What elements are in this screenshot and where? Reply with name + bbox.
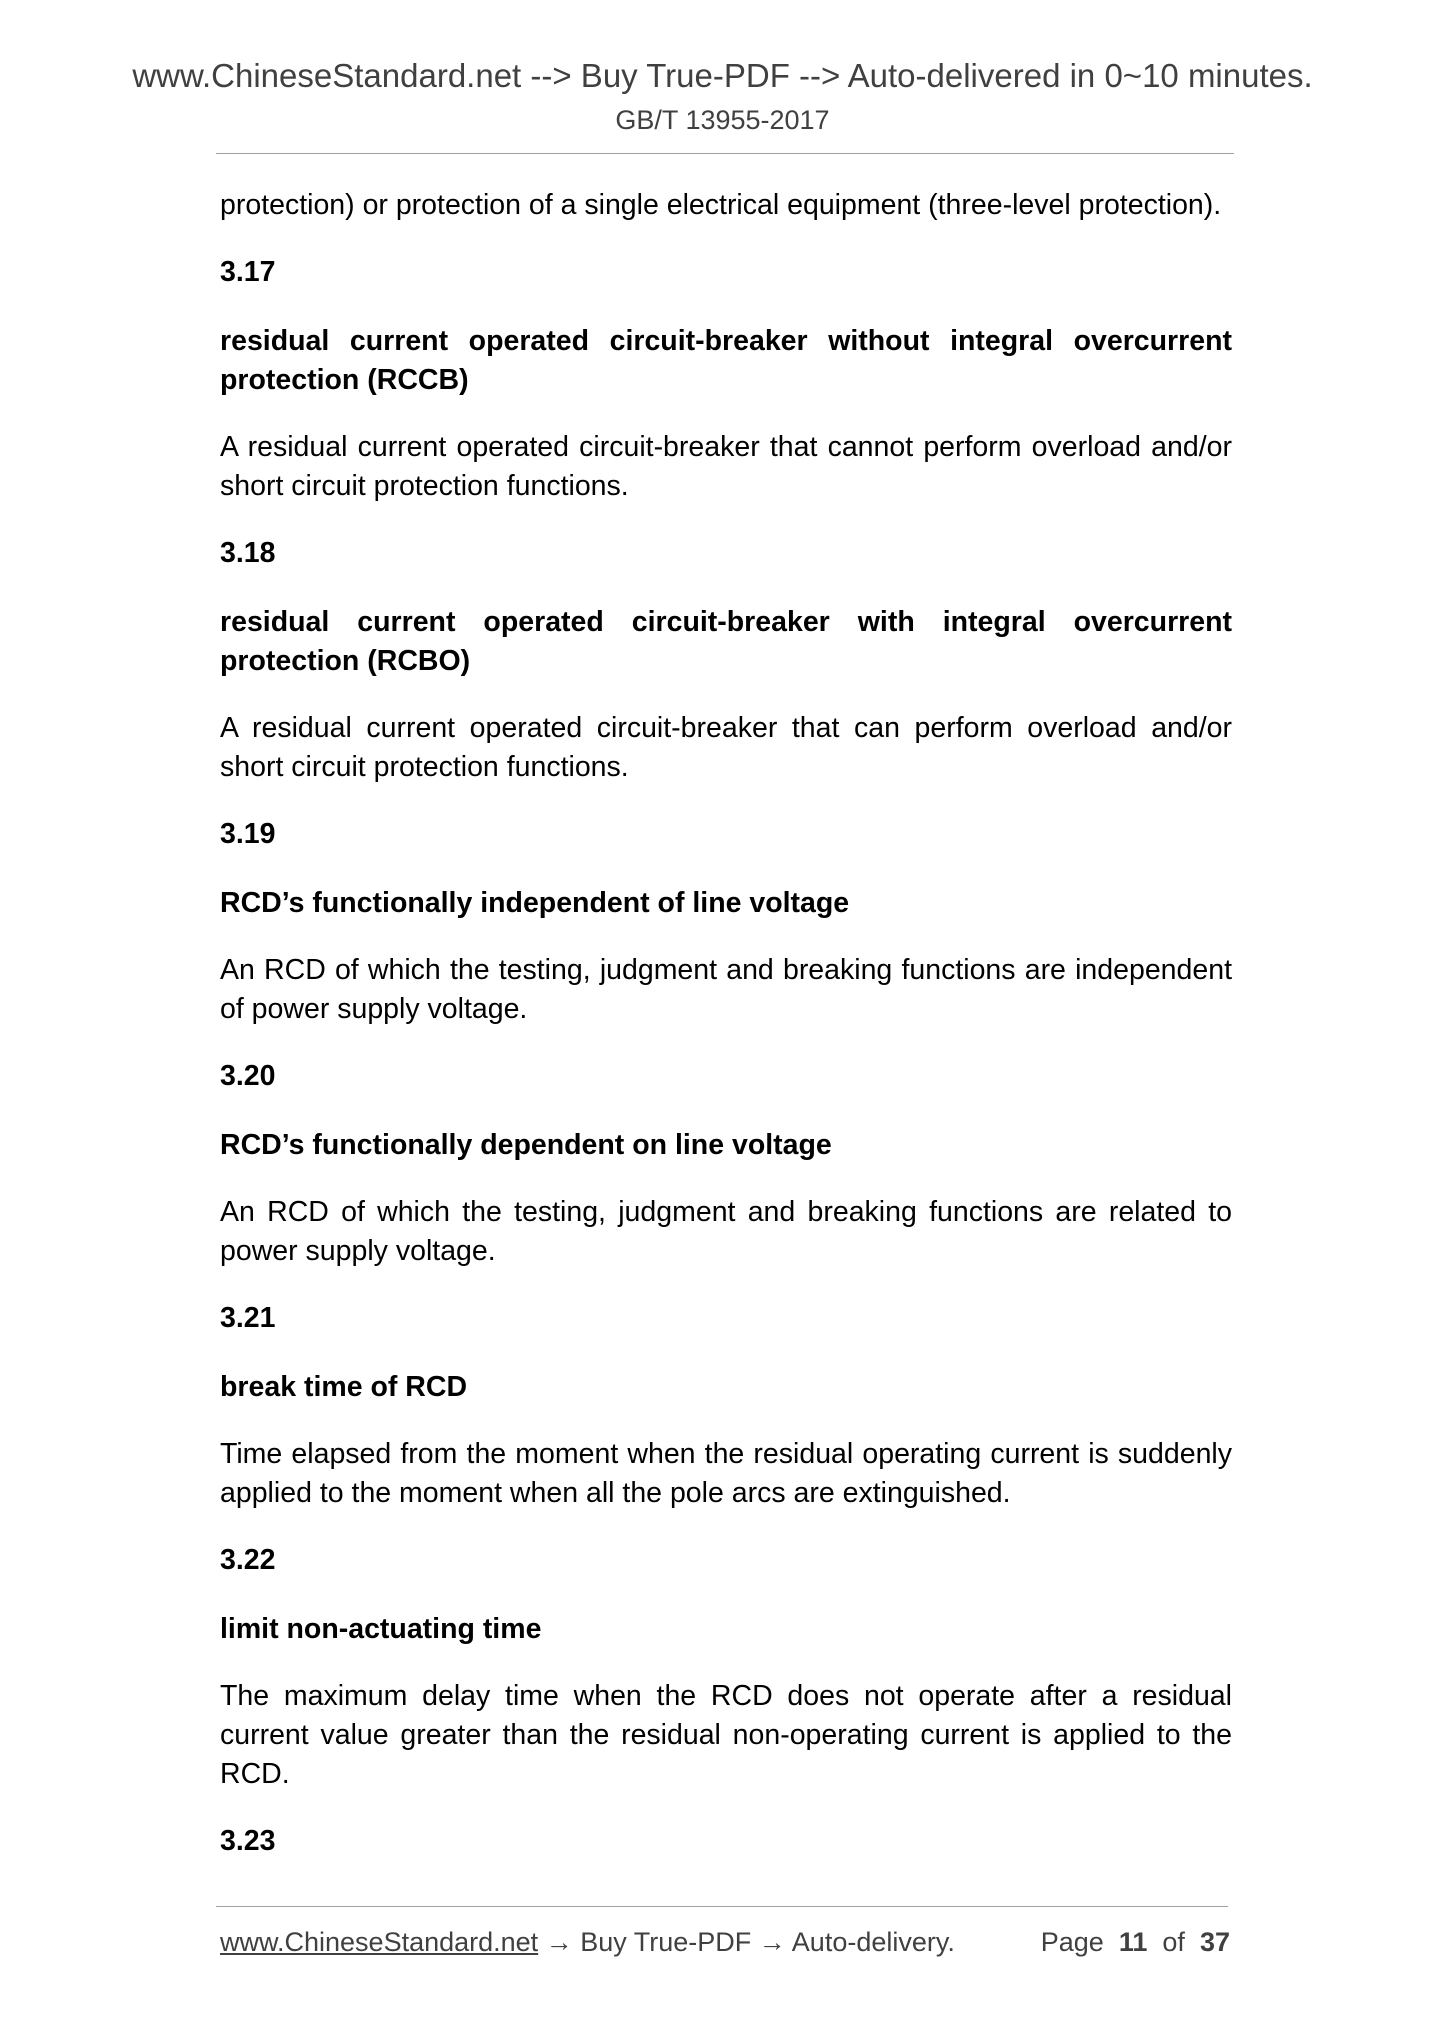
- header-divider: [216, 153, 1234, 154]
- clause-block: [220, 1057, 1232, 1271]
- clause-definition: An RCD of which the testing, judgment and breaking functions are independent of power supply voltage.: [220, 954, 1232, 1025]
- footer-promo: [220, 1924, 955, 1960]
- footer-divider: [216, 1906, 1228, 1907]
- website-link[interactable]: www.ChineseStandard.net: [220, 1927, 539, 1957]
- clause-term: limit non-actuating time: [220, 1613, 542, 1645]
- clause-block: [220, 815, 1232, 1029]
- arrow-icon: →: [545, 1927, 573, 1957]
- buy-text: Buy True-PDF: [580, 1927, 752, 1957]
- clause-term: RCD’s functionally independent of line voltage: [220, 887, 850, 919]
- clause-block: [220, 1299, 1232, 1513]
- arrow-icon: →: [758, 1927, 786, 1957]
- clause-definition: Time elapsed from the moment when the residual operating current is suddenly applied to the moment when all the pole arcs are extinguished.: [220, 1438, 1232, 1509]
- clause-number: 3.18: [220, 537, 276, 569]
- clause-definition: The maximum delay time when the RCD does not operate after a residual current value greater than the residual non-operating current is applied to the RCD.: [220, 1680, 1232, 1790]
- page-label: Page: [1040, 1927, 1104, 1957]
- clause-definition: A residual current operated circuit-breaker that cannot perform overload and/or short circuit protection functions.: [220, 431, 1232, 502]
- clause-number: 3.19: [220, 818, 276, 850]
- clause-number: 3.21: [220, 1302, 276, 1334]
- page-indicator: [1041, 1924, 1230, 1960]
- clause-number: 3.23: [220, 1825, 276, 1857]
- clause-block: [220, 534, 1232, 787]
- standard-number: GB/T 13955-2017: [615, 105, 830, 135]
- clause-block: [220, 253, 1232, 506]
- document-body: [220, 186, 1232, 1861]
- header-banner: www.ChineseStandard.net --> Buy True-PDF --> Auto-delivered in 0~10 minutes.: [132, 57, 1313, 94]
- page-number: 11: [1118, 1927, 1148, 1957]
- clause-term: residual current operated circuit-breaker without integral overcurrent protection (RCCB): [220, 325, 1232, 396]
- clause-number: 3.20: [220, 1060, 276, 1092]
- clause-term: break time of RCD: [220, 1371, 468, 1403]
- page-total: 37: [1199, 1927, 1230, 1957]
- clause-definition: An RCD of which the testing, judgment and breaking functions are related to power supply voltage.: [220, 1196, 1232, 1267]
- delivery-text: Auto-delivery.: [791, 1927, 955, 1957]
- clause-block: [220, 1541, 1232, 1794]
- clause-list: [220, 253, 1232, 1794]
- clause-term: RCD’s functionally dependent on line voltage: [220, 1129, 832, 1161]
- clause-number: 3.22: [220, 1544, 276, 1576]
- clause-term: residual current operated circuit-breaker with integral overcurrent protection (RCBO): [220, 606, 1232, 677]
- intro-paragraph: protection) or protection of a single electrical equipment (three-level protection).: [220, 189, 1222, 221]
- of-label: of: [1162, 1927, 1185, 1957]
- clause-definition: A residual current operated circuit-breaker that can perform overload and/or short circuit protection functions.: [220, 712, 1232, 783]
- clause-number: 3.17: [220, 256, 276, 288]
